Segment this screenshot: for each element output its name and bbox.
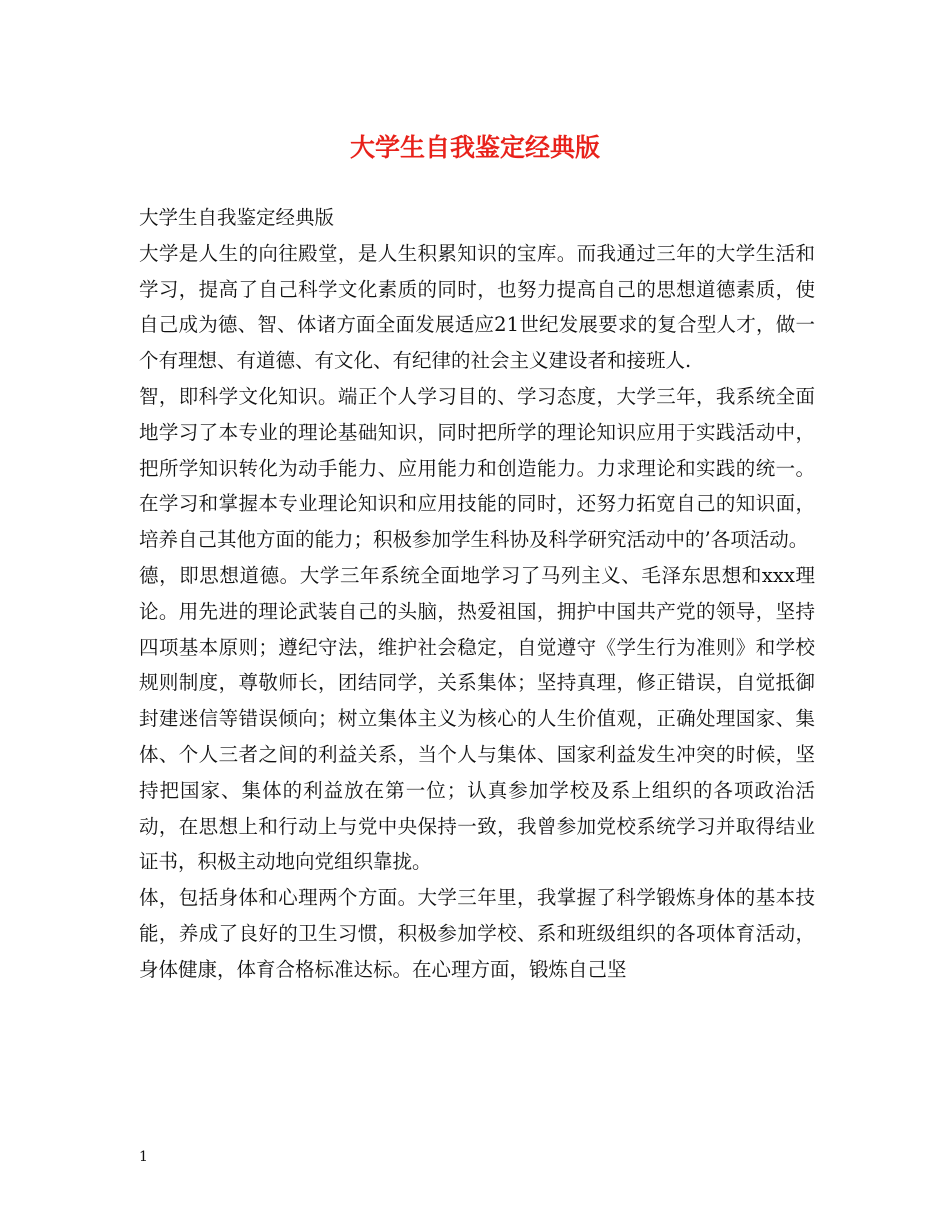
document-body	[139, 200, 815, 988]
body-paragraph-intro: 大学是人生的向往殿堂，是人生积累知识的宝库。而我通过三年的大学生活和学习，提高了自己科学文化素质的同时，也努力提高自己的思想道德素质，使自己成为德、智、体诸方面全面发展适应21世纪发展要求的复合型人才，做一个有理想、有道德、有文化、有纪律的社会主义建设者和接班人.	[139, 241, 815, 373]
body-paragraph-ti: 体，包括身体和心理两个方面。大学三年里，我掌握了科学锻炼身体的基本技能，养成了良好的卫生习惯，积极参加学校、系和班级组织的各项体育活动，身体健康，体育合格标准达标。在心理方面，锻炼自己坚	[139, 886, 815, 981]
page-number: 1	[139, 1149, 148, 1165]
body-paragraph-zhi: 智，即科学文化知识。端正个人学习目的、学习态度，大学三年，我系统全面地学习了本专业的理论基础知识，同时把所学的理论知识应用于实践活动中，把所学知识转化为动手能力、应用能力和创造能力。力求理论和实践的统一。在学习和掌握本专业理论知识和应用技能的同时，还努力拓宽自己的知识面，培养自己其他方面的能力；积极参加学生科协及科学研究活动中的’各项活动。	[139, 384, 815, 552]
body-subtitle: 大学生自我鉴定经典版	[139, 206, 335, 229]
body-paragraph-de: 德，即思想道德。大学三年系统全面地学习了马列主义、毛泽东思想和xxx理论。用先进的理论武装自己的头脑，热爱祖国，拥护中国共产党的领导，坚持四项基本原则；遵纪守法，维护社会稳定，自觉遵守《学生行为准则》和学校规则制度，尊敬师长，团结同学，关系集体；坚持真理，修正错误，自觉抵御封建迷信等错误倾向；树立集体主义为核心的人生价值观，正确处理国家、集体、个人三者之间的利益关系，当个人与集体、国家利益发生冲突的时候，坚持把国家、集体的利益放在第一位；认真参加学校及系上组织的各项政治活动，在思想上和行动上与党中央保持一致，我曾参加党校系统学习并取得结业证书，积极主动地向党组织靠拢。	[139, 563, 815, 874]
document-title: 大学生自我鉴定经典版	[349, 133, 600, 162]
